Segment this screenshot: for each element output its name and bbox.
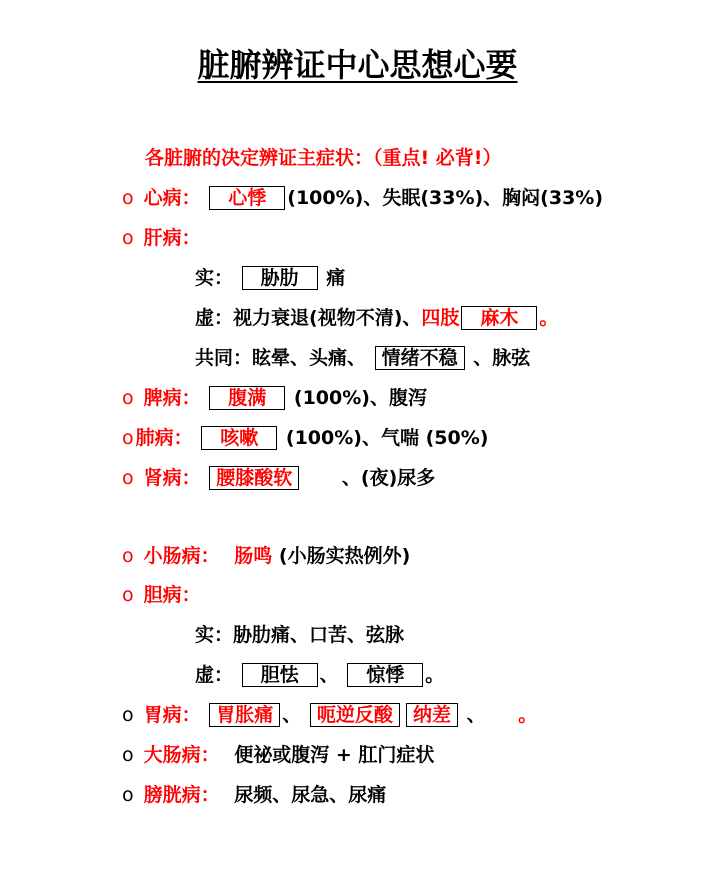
stomach-item — [122, 702, 537, 728]
liver-xu-end: 。 — [539, 307, 559, 329]
liver-shi-line — [195, 265, 345, 291]
liver-shi-rest: 痛 — [326, 267, 346, 289]
bladder-rest: 尿频、尿急、尿痛 — [234, 784, 387, 806]
heart-rest: (100%)、失眠(33%)、胸闷(33%) — [287, 187, 604, 209]
stomach-box-2: 呃逆反酸 — [310, 703, 400, 727]
bullet: o — [122, 467, 134, 489]
liver-common-box: 情绪不稳 — [375, 346, 465, 370]
liver-shi-label: 实： — [195, 267, 234, 289]
stomach-sep-2: 、 — [466, 704, 486, 726]
spleen-label: 脾病： — [143, 387, 201, 409]
bullet: o — [122, 427, 134, 449]
large-intestine-label: 大肠病： — [143, 744, 220, 766]
small-intestine-label: 小肠病： — [143, 545, 220, 567]
bullet: o — [122, 584, 134, 606]
liver-xu-box: 麻木 — [461, 306, 537, 330]
kidney-item — [122, 465, 435, 491]
gallbladder-label: 胆病： — [143, 584, 201, 606]
gallbladder-xu-end: 。 — [425, 664, 445, 686]
small-intestine-red: 肠鸣 — [234, 545, 273, 567]
heart-item — [122, 185, 603, 211]
gallbladder-xu-box-1: 胆怯 — [242, 663, 318, 687]
liver-xu-label: 虚： — [195, 307, 234, 329]
bullet: o — [122, 784, 134, 806]
bullet: o — [122, 227, 134, 249]
gallbladder-shi-label: 实： — [195, 624, 234, 646]
liver-xu-text: 视力衰退(视物不清)、 — [233, 307, 422, 329]
gallbladder-shi-text: 胁肋痛、口苦、弦脉 — [233, 624, 405, 646]
heart-label: 心病： — [143, 187, 201, 209]
section-subtitle: 各脏腑的决定辨证主症状：（重点! 必背!） — [145, 147, 502, 169]
lung-label: 肺病： — [135, 427, 193, 449]
liver-shi-box: 胁肋 — [242, 266, 318, 290]
gallbladder-xu-line — [195, 662, 444, 688]
spleen-rest: (100%)、腹泻 — [293, 387, 427, 409]
liver-xu-red: 四肢 — [421, 307, 460, 329]
bullet: o — [122, 387, 134, 409]
gallbladder-shi-line — [195, 622, 404, 648]
gallbladder-item — [122, 582, 201, 608]
stomach-box-3: 纳差 — [406, 703, 458, 727]
page-title: 脏腑辨证中心思想心要 — [197, 46, 518, 84]
lung-rest: (100%)、气喘 (50%) — [285, 427, 489, 449]
gallbladder-xu-box-2: 惊悸 — [347, 663, 423, 687]
stomach-label: 胃病： — [143, 704, 201, 726]
bullet: o — [122, 744, 134, 766]
bladder-item — [122, 782, 386, 808]
gallbladder-xu-label: 虚： — [195, 664, 234, 686]
kidney-rest: 、(夜)尿多 — [341, 467, 436, 489]
stomach-sep-1: 、 — [282, 704, 302, 726]
spleen-key-symptom-box: 腹满 — [209, 386, 285, 410]
large-intestine-item — [122, 742, 434, 768]
liver-common-label: 共同： — [195, 347, 253, 369]
stomach-end: 。 — [518, 704, 538, 726]
bullet: o — [122, 187, 134, 209]
liver-common-rest: 、脉弦 — [473, 347, 531, 369]
bullet: o — [122, 545, 134, 567]
gallbladder-xu-sep: 、 — [319, 664, 339, 686]
heart-key-symptom-box: 心悸 — [209, 186, 285, 210]
large-intestine-rest: 便祕或腹泻 + 肛门症状 — [234, 744, 435, 766]
stomach-box-1: 胃胀痛 — [209, 703, 280, 727]
kidney-key-symptom-box: 腰膝酸软 — [209, 466, 299, 490]
liver-item — [122, 225, 201, 251]
lung-item — [122, 425, 488, 451]
small-intestine-item — [122, 543, 410, 569]
kidney-label: 肾病： — [143, 467, 201, 489]
liver-xu-line — [195, 305, 558, 331]
bladder-label: 膀胱病： — [143, 784, 220, 806]
liver-common-line — [195, 345, 530, 371]
lung-key-symptom-box: 咳嗽 — [201, 426, 277, 450]
liver-label: 肝病： — [143, 227, 201, 249]
spleen-item — [122, 385, 427, 411]
bullet: o — [122, 704, 134, 726]
liver-common-text: 眩晕、头痛、 — [252, 347, 367, 369]
small-intestine-rest: (小肠实热例外) — [278, 545, 411, 567]
